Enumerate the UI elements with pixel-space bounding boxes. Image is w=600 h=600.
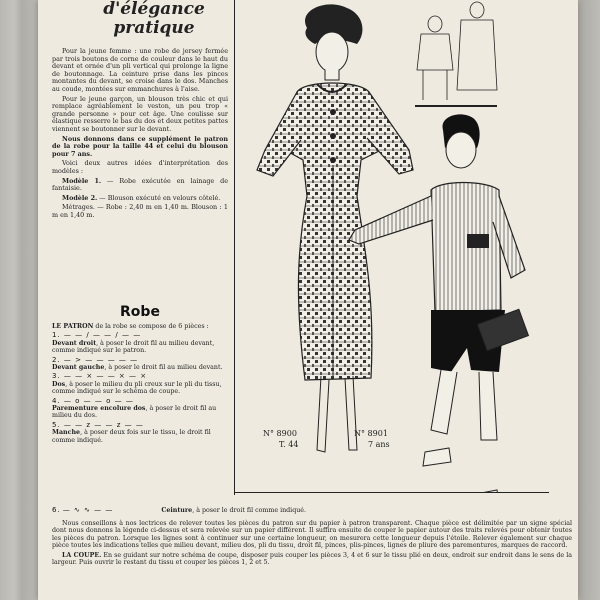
patron-intro [52,323,228,330]
patron-intro-label: LE PATRON [52,323,94,330]
model-idea-text: — Robe exécutée en lainage de fantaisie. [52,176,228,193]
piece-number: 1. [52,331,61,340]
intro-column [52,48,228,221]
intro-paragraph: Pour la jeune femme : une robe de jersey fermée par trois boutons de corne de couleur dans le haut du devant et ornée d'un pli vertical qui prolonge la ligne de boutonnage. La ceinture prise dans les pinces montantes du devant, se croise dans le dos. Manches au coude, montées sur emmanchures à l'aise. [52,47,228,93]
piece-name: Manche [52,429,81,437]
piece-name: Devant droit [52,339,97,347]
piece-number: 6. [52,506,61,514]
piece-line-symbol: — > — — — — — [63,355,139,364]
pattern-pieces [52,323,228,446]
piece-marker [52,357,228,364]
page-heading [84,0,224,38]
piece-number: 2. [52,355,61,364]
illustration-baseline [234,492,549,493]
instructions-paragraph: Nous conseillons à nos lectrices de relever toutes les pièces du patron sur du papier à patron transparent. Chaque pièce est délimitée par un signe spécial dont nous donnons la légende ci-dessus et sera relevée sur un papier différent. Il suffira ensuite de couper le papier autour des traits relevés pour obtenir toutes les pièces du patron. Lorsque les lignes sont à continuer sur une certaine longueur, on mesurera cette longueur depuis l'étoile. Relever également sur chaque pièce toutes les indications telles que milieu devant, milieu dos, pli du tissu, droit fil, pinces, plis-pinces, lignes de pliure des parementures, marques de raccord. [52,520,572,550]
piece-text: , à poser le droit fil au milieu du dos. [52,405,217,420]
model-idea-label: Modèle 2. [62,193,98,202]
piece-name: Ceinture [161,507,193,514]
boy-model-label [354,428,390,450]
piece-name: Devant gauche [52,364,105,372]
piece-line-symbol: — — × — — × — × [63,372,148,381]
piece-text: , à poser deux fois sur le tissu, le droit fil comme indiqué. [52,429,211,444]
small-sketches [415,2,497,107]
piece-number: 4. [52,396,61,405]
piece-marker [52,332,228,339]
piece-marker [52,373,228,380]
piece-text: , à poser le droit fil au milieu devant. [104,364,223,372]
bottom-text [52,520,572,568]
fashion-illustration [235,0,575,492]
piece-text: , à poser le milieu du pli creux sur le pli du tissu, comme indiqué sur le schéma de coupe. [52,380,222,396]
pattern-piece-ceinture [52,506,452,514]
piece-number: 3. [52,372,61,381]
coupe-paragraph [52,552,572,567]
boy-model-size: 7 ans [368,440,390,449]
boy-model-number: N° 8901 [354,429,388,438]
intro-paragraph: Pour le jeune garçon, un blouson très chic et qui remplace agréablement le veston, un peu trop « grande personne » pour cet âge. Une coulisse sur élastique resserre le bas du dos et deux petites pattes viennent se boutonner sur le devant. [52,94,228,133]
piece-line-symbol: — — / — — / — — [63,331,142,340]
piece-number: 5. [52,420,61,429]
magazine-page [38,0,578,600]
patron-intro-text: de la robe se compose de 6 pièces : [93,323,209,330]
pattern-piece [52,422,228,444]
woman-model-label [263,428,298,450]
model-idea [52,195,228,203]
woman-model-size: T. 44 [279,440,299,449]
piece-text: , à poser le droit fil au milieu devant, comme indiqué sur le patron. [52,339,215,355]
woman-model-number: N° 8900 [263,429,297,438]
coupe-text: En se guidant sur notre schéma de coupe, disposer puis couper les pièces 3, 4 et 6 sur le tissu plié en deux, endroit sur endroit dans le sens de la largeur. Puis ouvrir le restant du tissu et couper les pièces 1, 2 et 5. [52,551,572,567]
supplement-note: Nous donnons dans ce supplément le patron de la robe pour la taille 44 et celui du blouson pour 7 ans. [52,134,228,158]
section-title: Robe [120,304,160,320]
piece-line-symbol: — ∿ ∿ — — [62,506,114,514]
model-idea-label: Modèle 1. [62,176,102,185]
coupe-label: LA COUPE. [62,551,102,559]
model-idea-text: — Blouson exécuté en velours côtelé. [97,193,221,202]
other-ideas-intro: Voici deux autres idées d'interprétation des modèles : [52,159,228,175]
heading-line: d'élégance pratique [103,0,205,38]
pattern-piece [52,373,228,395]
piece-marker [52,422,228,429]
piece-name: Parementure encolure dos [52,405,146,413]
piece-text: , à poser le droit fil comme indiqué. [192,507,307,514]
pattern-piece [52,332,228,354]
piece-line-symbol: — — z — — z — — [63,420,144,429]
model-idea [52,178,228,193]
pattern-piece [52,398,228,420]
piece-marker [52,398,228,405]
metrages: Métrages. — Robe : 2,40 m en 1,40 m. Blouson : 1 m en 1,40 m. [52,203,228,219]
piece-name: Dos [52,380,66,388]
piece-line-symbol: — o — — o — — [63,396,134,405]
pattern-piece [52,357,228,372]
